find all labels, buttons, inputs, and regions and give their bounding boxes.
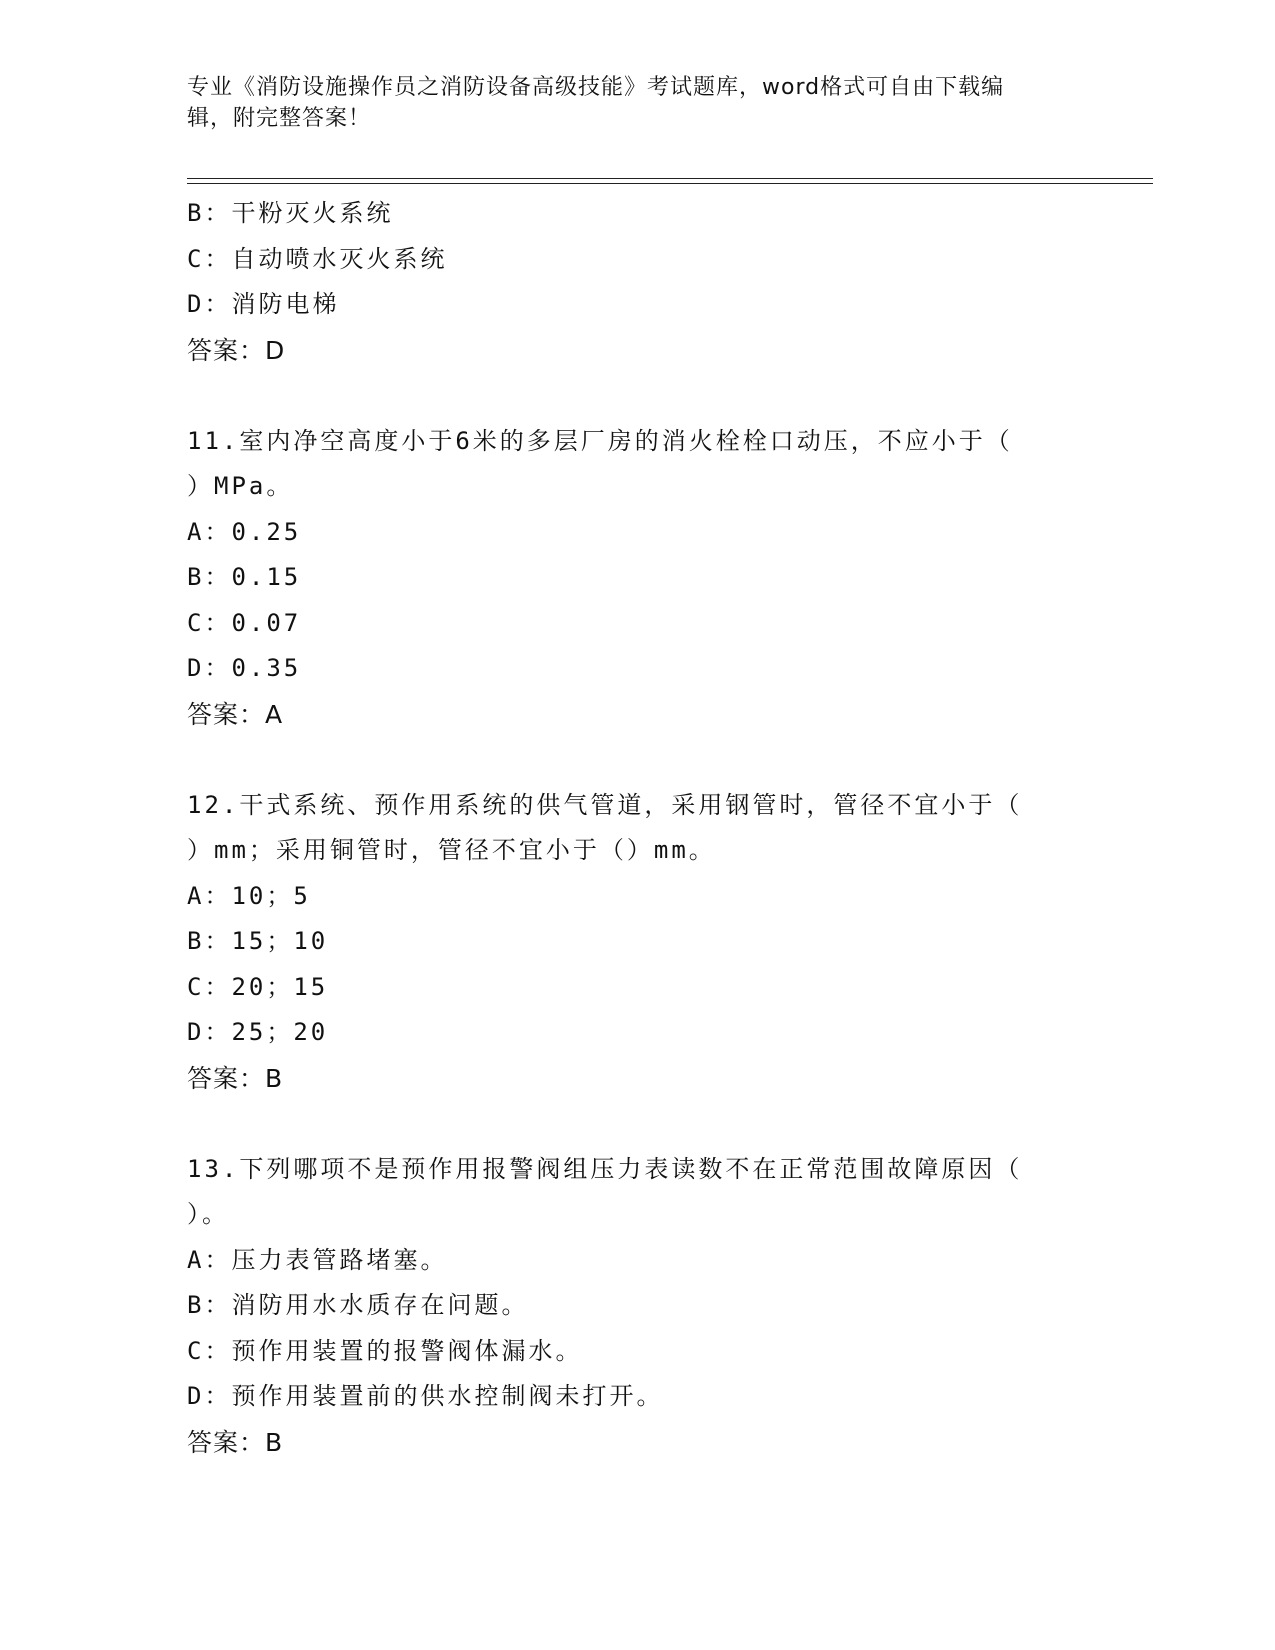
spacer [187, 373, 1087, 419]
header-divider-bottom [187, 183, 1153, 184]
question-13 [187, 1147, 1087, 1466]
option-d: D：预作用装置前的供水控制阀未打开。 [187, 1382, 664, 1410]
header-line-2: 辑，附完整答案！ [187, 106, 372, 131]
question-12 [187, 783, 1087, 1102]
question-stem: 11.室内净空高度小于6米的多层厂房的消火栓栓口动压，不应小于（ [187, 426, 1013, 455]
option-c: C：20；15 [187, 972, 329, 1001]
question-stem-continued: ）MPa。 [187, 472, 294, 500]
question-stem-continued: ）mm；采用铜管时，管径不宜小于（）mm。 [187, 836, 716, 864]
answer-line: 答案：B [187, 1063, 284, 1093]
option-d: D：25；20 [187, 1018, 329, 1046]
question-stem: 12.干式系统、预作用系统的供气管道，采用钢管时，管径不宜小于（ [187, 790, 1023, 819]
option-b: B：干粉灭火系统 [187, 199, 394, 227]
spacer [187, 737, 1087, 783]
answer-line: 答案：A [187, 699, 284, 729]
question-list [187, 191, 1087, 1465]
document-header [187, 72, 1067, 134]
option-d: D：消防电梯 [187, 290, 340, 318]
question-11 [187, 419, 1087, 738]
option-d: D：0.35 [187, 654, 302, 682]
option-b: B：15；10 [187, 927, 329, 955]
header-line-1: 专业《消防设施操作员之消防设备高级技能》考试题库，word格式可自由下载编 [187, 75, 1005, 100]
question-stem-continued: ）。 [187, 1200, 229, 1228]
question-10-continuation [187, 191, 1087, 373]
option-c: C：自动喷水灭火系统 [187, 244, 448, 273]
option-a: A：10；5 [187, 881, 311, 910]
option-c: C：0.07 [187, 608, 302, 637]
option-b: B：0.15 [187, 563, 302, 591]
answer-line: 答案：D [187, 335, 286, 365]
option-a: A：压力表管路堵塞。 [187, 1245, 448, 1274]
header-divider-top [187, 178, 1153, 179]
spacer [187, 1101, 1087, 1147]
option-a: A：0.25 [187, 517, 302, 546]
question-stem: 13.下列哪项不是预作用报警阀组压力表读数不在正常范围故障原因（ [187, 1154, 1023, 1183]
answer-line: 答案：B [187, 1427, 284, 1457]
option-b: B：消防用水水质存在问题。 [187, 1291, 529, 1319]
option-c: C：预作用装置的报警阀体漏水。 [187, 1336, 583, 1365]
